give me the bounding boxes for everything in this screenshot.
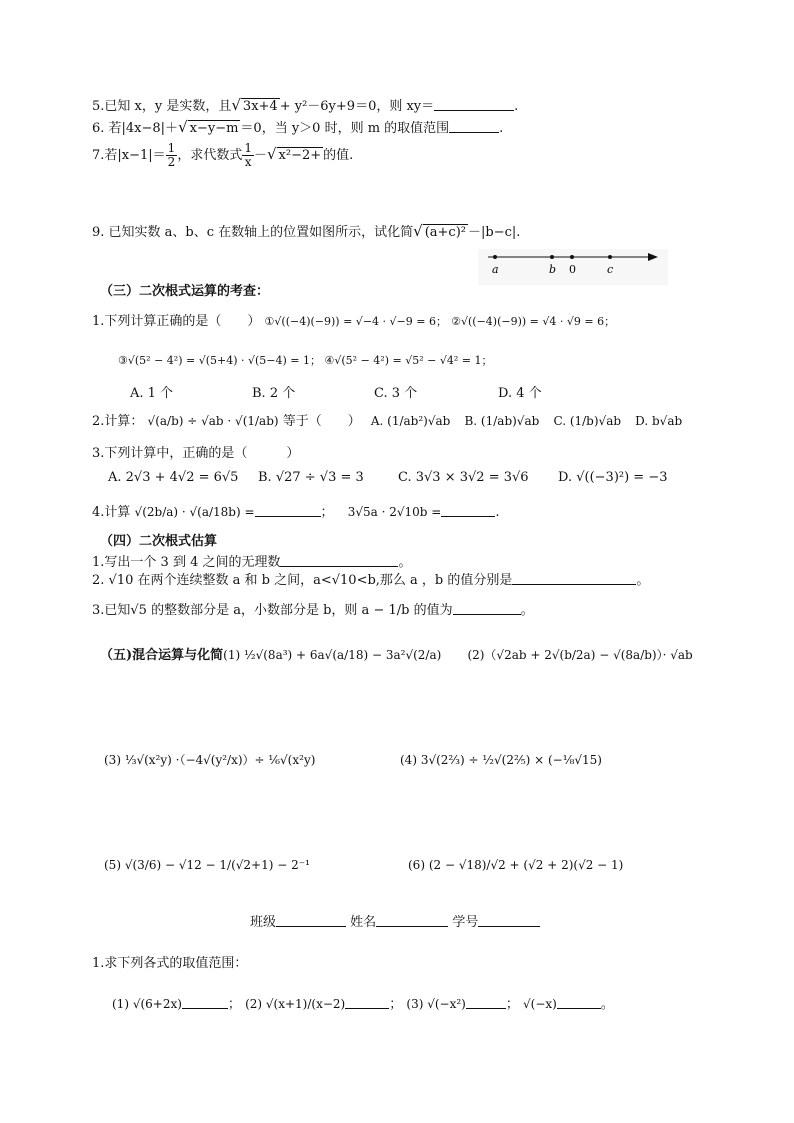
s5-e4: (4) 3√(2⅔) ÷ ½√(2⅖) × (−⅛√15) xyxy=(400,753,602,767)
label-zero: 0 xyxy=(569,263,576,276)
section-5-title: （五)混合运算与化简 xyxy=(100,648,224,663)
s3-q1-options: ③√(5² − 4²) = √(5+4) · √(5−4) = 1； ④√(5² − 4²) = √5² − √4² = 1； xyxy=(118,354,493,367)
answer-blank[interactable] xyxy=(453,602,521,615)
s3-q2: 2.计算： √(a/b) ÷ √ab · √(1/ab) 等于（ ） A. (1/ab²)√ab B. (1/ab)√ab C. (1/b)√ab D. b√ab xyxy=(92,414,683,429)
s3-q1-choices xyxy=(130,386,542,402)
fraction: $\frac{1}{x}$ xyxy=(244,141,252,170)
s3-q1: 1.下列计算正确的是（ ） ①√((−4)(−9)) = √−4 · √−9 = 6； ②√((−4)(−9)) = √4 · √9 = 6； xyxy=(92,314,616,329)
student-info: 班级 姓名 学号 xyxy=(250,914,540,931)
point-zero xyxy=(570,255,574,259)
answer-blank[interactable] xyxy=(441,504,495,517)
answer-blank[interactable] xyxy=(466,996,506,1009)
answer-blank[interactable] xyxy=(345,996,389,1009)
choice-c[interactable]: C. (1/b)√ab xyxy=(553,414,622,428)
answer-blank[interactable] xyxy=(557,996,601,1009)
choice-d[interactable]: D. 4 个 xyxy=(498,386,542,401)
s5-row1: （五)混合运算与化简(1) ½√(8a³) + 6a√(a/18) − 3a²√(2/a) (2)（√2ab + 2√(b/2a) − √(8a/b)）· √ab xyxy=(100,648,693,663)
id-field[interactable] xyxy=(478,914,540,927)
label-a: a xyxy=(492,263,499,276)
problem-7: 7.若|x−1|＝ $\frac{1}{2}$ ，求代数式 $\frac{1}{x}$ －√ x²−2+ 的值. xyxy=(92,141,354,170)
choice-a[interactable]: A. (1/ab²)√ab xyxy=(370,414,451,428)
label-b: b xyxy=(549,263,557,276)
point-b xyxy=(550,255,554,259)
number-line xyxy=(478,249,668,285)
answer-blank[interactable] xyxy=(182,996,228,1009)
point-c xyxy=(608,255,612,259)
choice-b[interactable]: B. 2 个 xyxy=(252,386,296,401)
range-row: (1) √(6+2x) ； (2) √(x+1)/(x−2) ； (3) √(−x²) ； √(−x) 。 xyxy=(112,997,614,1012)
fraction: $\frac{1}{2}$ xyxy=(167,141,176,170)
s3-q3: 3.下列计算中，正确的是（ ） xyxy=(92,446,300,461)
answer-blank[interactable] xyxy=(255,504,321,517)
range-title: 1.求下列各式的取值范围： xyxy=(92,956,248,971)
choice-d[interactable]: D. b√ab xyxy=(635,414,683,428)
choice-d[interactable]: D. √((−3)²) = −3 xyxy=(558,470,668,485)
choice-c[interactable]: C. 3√3 × 3√2 = 3√6 xyxy=(398,470,529,485)
choice-b[interactable]: B. √27 ÷ √3 = 3 xyxy=(258,470,364,485)
s4-q3: 3.已知√5 的整数部分是 a，小数部分是 b，则 a − 1/b 的值为 。 xyxy=(92,603,534,618)
problem-6: 6. 若|4x−8|＋√ x−y−m ＝0，当 y＞0 时，则 m 的取值范围 . xyxy=(92,118,504,136)
s3-q3-choices xyxy=(108,470,668,486)
choice-a[interactable]: A. 2√3 + 4√2 = 6√5 xyxy=(108,470,239,485)
choice-a[interactable]: A. 1 个 xyxy=(130,386,174,401)
answer-blank[interactable] xyxy=(512,572,636,585)
number-line-svg xyxy=(478,249,668,285)
class-field[interactable] xyxy=(276,914,346,927)
s4-q2: 2. √10 在两个连续整数 a 和 b 之间，a<√10<b,那么 a ，b 的值分别是 。 xyxy=(92,573,650,588)
point-a xyxy=(493,255,497,259)
choice-c[interactable]: C. 3 个 xyxy=(374,386,418,401)
name-field[interactable] xyxy=(376,914,448,927)
section-3-title: （三）二次根式运算的考查： xyxy=(100,284,270,299)
s5-e6: (6) (2 − √18)/√2 + (√2 + 2)(√2 − 1) xyxy=(408,858,624,872)
s5-e3: (3) ⅓√(x²y) ·（−4√(y²/x)）÷ ⅙√(x²y) xyxy=(104,753,316,767)
problem-9: 9. 已知实数 a、b、c 在数轴上的位置如图所示，试化简√ (a+c)² －|b−c|. xyxy=(92,222,521,240)
s5-e5: (5) √(3/6) − √12 − 1/(√2+1) − 2⁻¹ xyxy=(104,858,310,872)
problem-5: 5.已知 x，y 是实数，且√ 3x+4 + y²－6y+9＝0，则 xy＝ . xyxy=(92,96,519,114)
answer-blank[interactable] xyxy=(449,120,499,133)
s3-q4: 4.计算 √(2b/a) · √(a/18b) = ； 3√5a · 2√10b = . xyxy=(92,505,500,520)
label-c: c xyxy=(607,263,614,276)
answer-blank[interactable] xyxy=(434,98,514,111)
answer-blank[interactable] xyxy=(280,554,398,567)
s4-q1: 1.写出一个 3 到 4 之间的无理数 。 xyxy=(92,555,412,570)
section-4-title: （四）二次根式估算 xyxy=(100,534,218,549)
choice-b[interactable]: B. (1/ab)√ab xyxy=(464,414,540,428)
